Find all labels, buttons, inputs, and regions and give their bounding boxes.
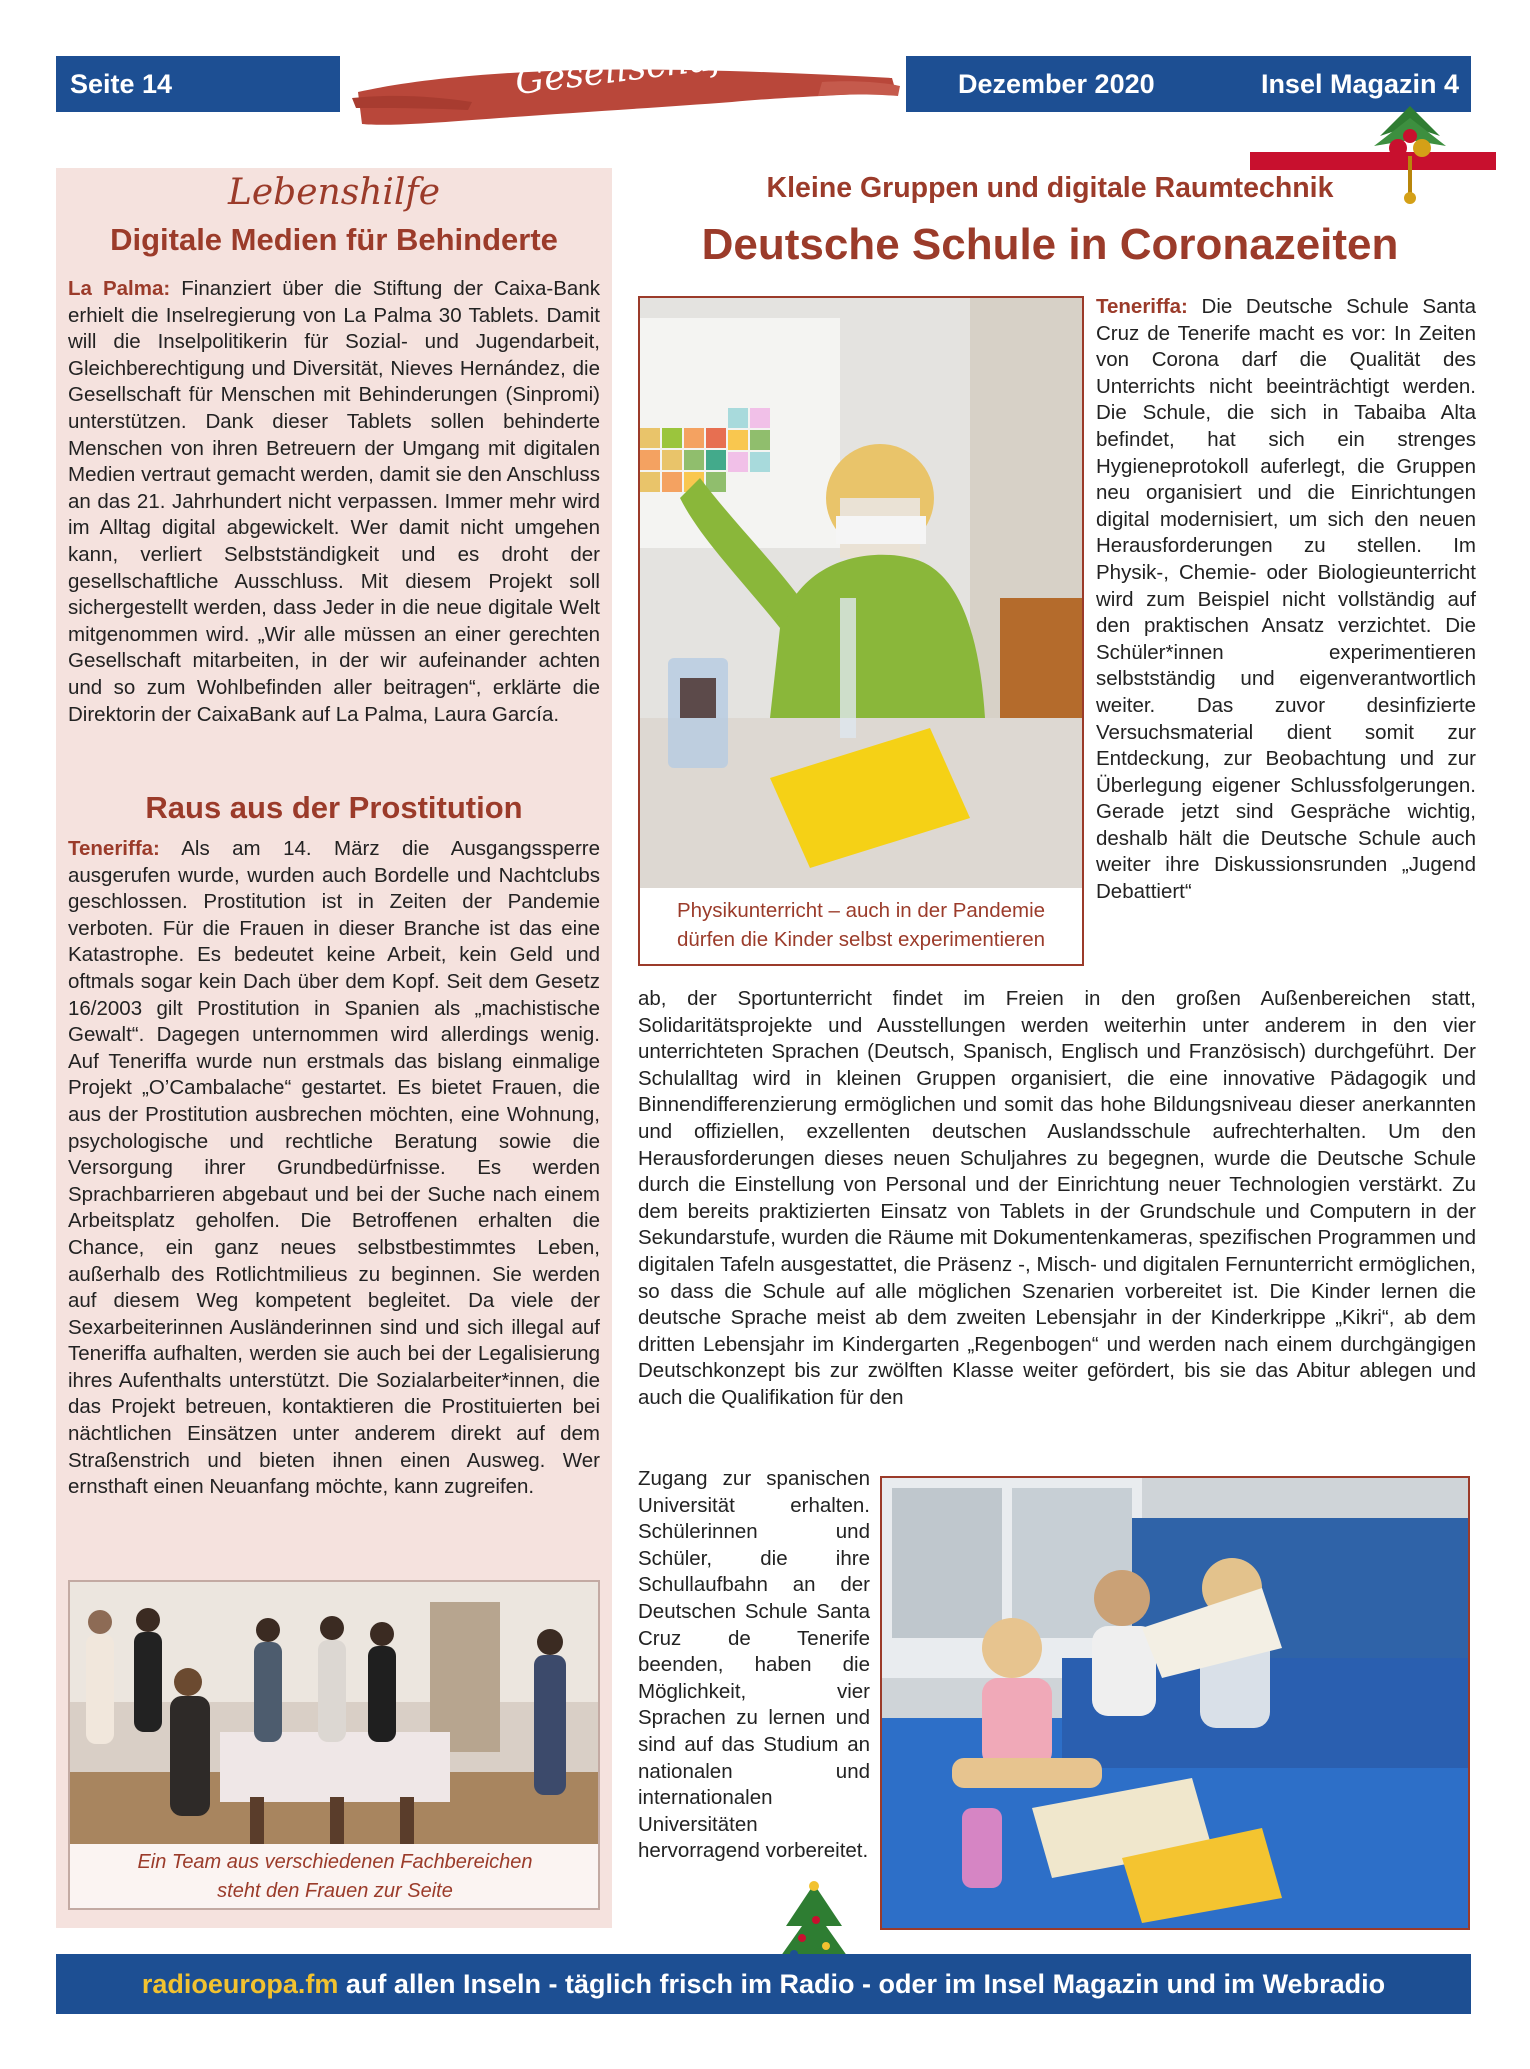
main-article-kicker: Kleine Gruppen und digitale Raumtechnik <box>766 172 1334 204</box>
article-body <box>68 276 600 728</box>
photo-caption <box>70 1848 600 1906</box>
magazine-name: Insel Magazin 4 <box>1260 68 1459 99</box>
section-title: Gesellschaft <box>513 35 741 103</box>
article-dateline: La Palma: <box>68 277 171 300</box>
footer-banner <box>56 1954 1471 2014</box>
main-article-body <box>1096 294 1476 906</box>
footer-text: auf allen Inseln - täglich frisch im Radio - oder im Insel Magazin und im Webradio <box>338 1968 1386 1999</box>
page-number-bar <box>56 56 340 112</box>
main-article-text: Die Deutsche Schule Santa Cruz de Tenerife macht es vor: In Zeiten von Corona darf die Qualität des Unterrichts nicht beeinträchtigt werden. Die Schule, die sich in Tabaiba Alta befindet, hat sich ein strenges Hygieneprotokoll auferlegt, die Gruppen neu organisiert und die Einrichtungen digital modernisiert, um sich den neuen Herausforderungen zu stellen. Im Physik-, Chemie- oder Biologieunterricht wird zum Beispiel nicht vollständig auf den praktischen Ansatz verzichtet. Die Schüler*innen experimentieren selbstständig und eigenverantwortlich weiter. Das zuvor desinfizierte Versuchsmaterial dient somit zur Entdeckung, zur Beobachtung und zur Überlegung eigener Schlussfolgerungen. Gerade jetzt sind Gespräche wichtig, deshalb hält die Deutsche Schule auch weiter ihre Diskussionsrunden „Jugend Debattiert“ <box>1096 295 1476 904</box>
caption-line: Physikunterricht – auch in der Pandemie <box>676 899 1046 922</box>
main-article-dateline: Teneriffa: <box>1096 295 1188 318</box>
reading-children-photo <box>880 1476 1470 1930</box>
article-headline-2: Raus aus der Prostitution <box>145 790 523 825</box>
main-article-body-continued: ab, der Sportunterricht findet im Freien in den großen Außenbereichen statt, Solidaritätsprojekte und Ausstellungen werden weiterhin unter anderem in den vier unterrichteten Sprachen (Deutsch, Spanisch, Englisch und Französisch) durchgeführt. Der Schulalltag wird in kleinen Gruppen organisiert, die eine innovative Pädagogik und Binnendifferenzierung ermöglichen und somit das hohe Bildungsniveau dieser anerkannten und offiziellen, exzellenten deutschen Auslandsschule aufrechterhalten. Um den Herausforderungen dieses neuen Schuljahres zu begegnen, wurde die Deutsche Schule durch die Einstellung von Personal und der Einrichtung neuer Technologien verstärkt. Zu dem bereits praktizierten Einsatz von Tablets in der Grundschule und Computern in der Sekundarstufe, wurden die Räume mit Dokumentenkameras, spezifischen Programmen und digitalen Tafeln ausgestattet, die Präsenz -, Misch- und digitalen Fernunterricht ermöglichen, so dass die Schule auf alle möglichen Szenarien vorbereitet ist. Die Kinder lernen die deutsche Sprache meist ab dem zweiten Lebensjahr in der Kinderkrippe „Kikri“, ab dem dritten Lebensjahr im Kindergarten „Regenbogen“ und werden nach einem durchgängigen Deutschkonzept bis zur zwölften Klasse weiter gefördert, bis sie das Abitur ablegen und auch die Qualifikation für den <box>638 987 1476 1409</box>
physics-photo-frame <box>638 296 1084 966</box>
main-article-body-end: Zugang zur spanischen Universität erhalten. Schülerinnen und Schüler, die ihre Schullaufbahn an der Deutschen Schule Santa Cruz de Tenerife beenden, haben die Möglichkeit, vier Sprachen zu lernen und sind auf das Studium an nationalen und internationalen Universitäten hervorragend vorbereitet. <box>638 1467 870 1863</box>
caption-line: Ein Team aus verschiedenen Fachbereichen <box>137 1851 533 1873</box>
article-text: Finanziert über die Stiftung der Caixa-Bank erhielt die Inselregierung von La Palma 30 Tablets. Damit will die Inselpolitikerin für Sozial- und Jugendarbeit, Gleichberechtigung und Diversität, Nieves Hernández, die Gesellschaft für Menschen mit Behinderungen (Sinpromi) unterstützen. Dank dieser Tablets sollen behinderte Menschen von ihren Betreuern der Umgang mit digitalen Medien vertraut gemacht werden, damit sie den Anschluss an das 21. Jahrhundert nicht verpassen. Immer mehr wird im Alltag digital abgewickelt. Wer damit nicht umgehen kann, verliert Selbstständigkeit und es droht der gesellschaftliche Ausschluss. Mit diesem Projekt soll sichergestellt werden, dass Jeder in die neue digitale Welt mitgenommen wird. „Wir alle müssen an einer gerechten Gesellschaft mitarbeiten, in der wir aufeinander achten und so zum Wohlbefinden aller beitragen“, erklärte die Direktorin der CaixaBank auf La Palma, Laura García. <box>68 277 600 726</box>
issue-date: Dezember 2020 <box>958 68 1155 99</box>
physics-photo <box>640 298 1082 888</box>
main-article-headline: Deutsche Schule in Coronazeiten <box>701 220 1399 269</box>
article-body-2 <box>68 836 600 1501</box>
article-dateline-2: Teneriffa: <box>68 837 160 860</box>
page-number: Seite 14 <box>70 68 173 99</box>
article-headline: Digitale Medien für Behinderte <box>110 222 558 257</box>
photo-caption <box>640 896 1082 954</box>
article-kicker: Lebenshilfe <box>227 172 441 213</box>
caption-line: steht den Frauen zur Seite <box>217 1880 453 1902</box>
article-text-2: Als am 14. März die Ausgangssperre ausgerufen wurde, wurden auch Bordelle und Nachtclubs geschlossen. Prostitution ist in Zeiten der Pandemie verboten. Für die Frauen in dieser Branche ist das eine Katastrophe. Es bedeutet keine Arbeit, kein Geld und oftmals sogar kein Dach über dem Kopf. Seit dem Gesetz 16/2003 gilt Prostitution in Spanien als „machistische Gewalt“. Dagegen unternommen wird allerdings wenig. Auf Teneriffa wurde nun erstmals das bislang einmalige Projekt „O’Cambalache“ gestartet. Es bietet Frauen, die aus der Prostitution ausbrechen möchten, eine Wohnung, psychologische und rechtliche Beratung sowie die Versorgung ihrer Grundbedürfnisse. Es werden Sprachbarrieren abgebaut und bei der Suche nach einem Arbeitsplatz geholfen. Die Betroffenen erhalten die Chance, ein ganz neues selbstbestimmtes Leben, außerhalb des Rotlichtmilieus zu beginnen. Sie werden auf diesem Weg kompetent begleitet. Da viele der Sexarbeiterinnen Ausländerinnen sind und sich illegal auf Teneriffa aufhalten, werden sie auch bei der Legalisierung ihres Aufenthalts unterstützt. Die Sozialarbeiter*innen, die das Projekt betreuen, kontaktieren die Prostituierten bei nächtlichen Einsätzen unter anderem direkt auf dem Straßenstrich und bieten ihnen einen Ausweg. Wer ernsthaft einen Neuanfang möchte, kann zugreifen. <box>68 837 600 1499</box>
footer-link[interactable]: radioeuropa.fm <box>141 1968 339 1999</box>
team-photo <box>70 1582 598 1844</box>
caption-line: dürfen die Kinder selbst experimentieren <box>676 928 1046 951</box>
